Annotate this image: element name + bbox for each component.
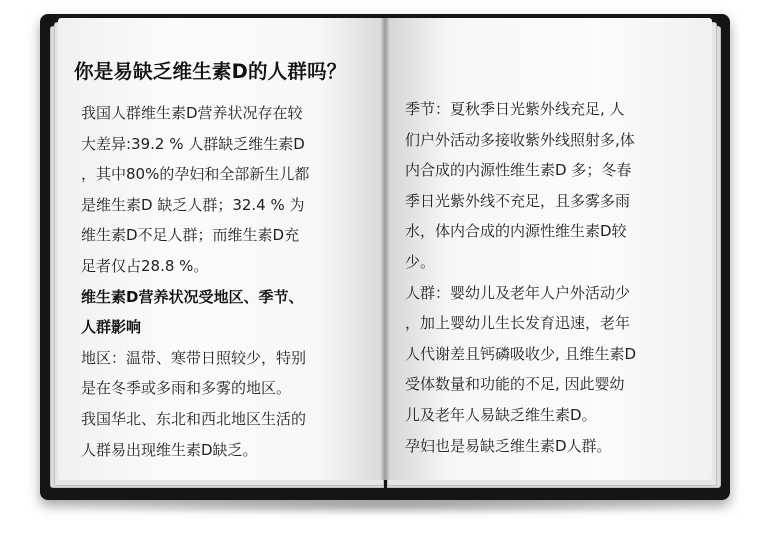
right-page: [385, 18, 712, 480]
text-line: 季日光紫外线不充足，且多雾多雨: [405, 191, 631, 210]
text-line: ，其中80%的孕妇和全部新生儿都: [81, 165, 310, 184]
text-line: 孕妇也是易缺乏维生素D人群。: [405, 436, 612, 455]
text-line: 人群易出现维生素D缺乏。: [81, 440, 258, 459]
text-line: 少。: [405, 252, 436, 271]
text-line: 是维生素D 缺乏人群；32.4 % 为: [81, 195, 305, 214]
text-line: ，加上婴幼儿生长发育迅速，老年: [405, 314, 631, 333]
text-line: 内合成的内源性维生素D 多；冬春: [405, 161, 632, 180]
left-page-text: [74, 98, 365, 465]
text-line: 儿及老年人易缺乏维生素D。: [405, 405, 597, 424]
text-line: 足者仅占28.8 %。: [81, 256, 209, 275]
text-line: 人群：婴幼儿及老年人户外活动少: [405, 283, 631, 302]
text-line: 受体数量和功能的不足, 因此婴幼: [405, 375, 625, 394]
text-line: 们户外活动多接收紫外线照射多,体: [405, 130, 635, 149]
section-heading-line: 维生素D营养状况受地区、季节、: [81, 287, 304, 306]
text-line: 大差异:39.2 % 人群缺乏维生素D: [81, 134, 305, 153]
text-line: 我国华北、东北和西北地区生活的: [81, 409, 307, 428]
left-page: [58, 18, 385, 480]
right-page-text: [405, 94, 696, 461]
book-spine: [381, 18, 389, 480]
article-title: 你是易缺乏维生素D的人群吗？: [74, 60, 347, 83]
text-line: 维生素D不足人群；而维生素D充: [81, 226, 300, 245]
text-line: 水，体内合成的内源性维生素D较: [405, 222, 627, 241]
text-line: 地区：温带、寒带日照较少，特别: [81, 348, 307, 367]
text-line: 人代谢差且钙磷吸收少, 且维生素D: [405, 344, 637, 363]
section-heading-line: 人群影响: [81, 318, 142, 337]
text-line: 是在冬季或多雨和多雾的地区。: [81, 379, 292, 398]
text-line: 季节：夏秋季日光紫外线充足, 人: [405, 100, 625, 118]
text-line: 我国人群维生素D营养状况存在较: [81, 104, 303, 122]
